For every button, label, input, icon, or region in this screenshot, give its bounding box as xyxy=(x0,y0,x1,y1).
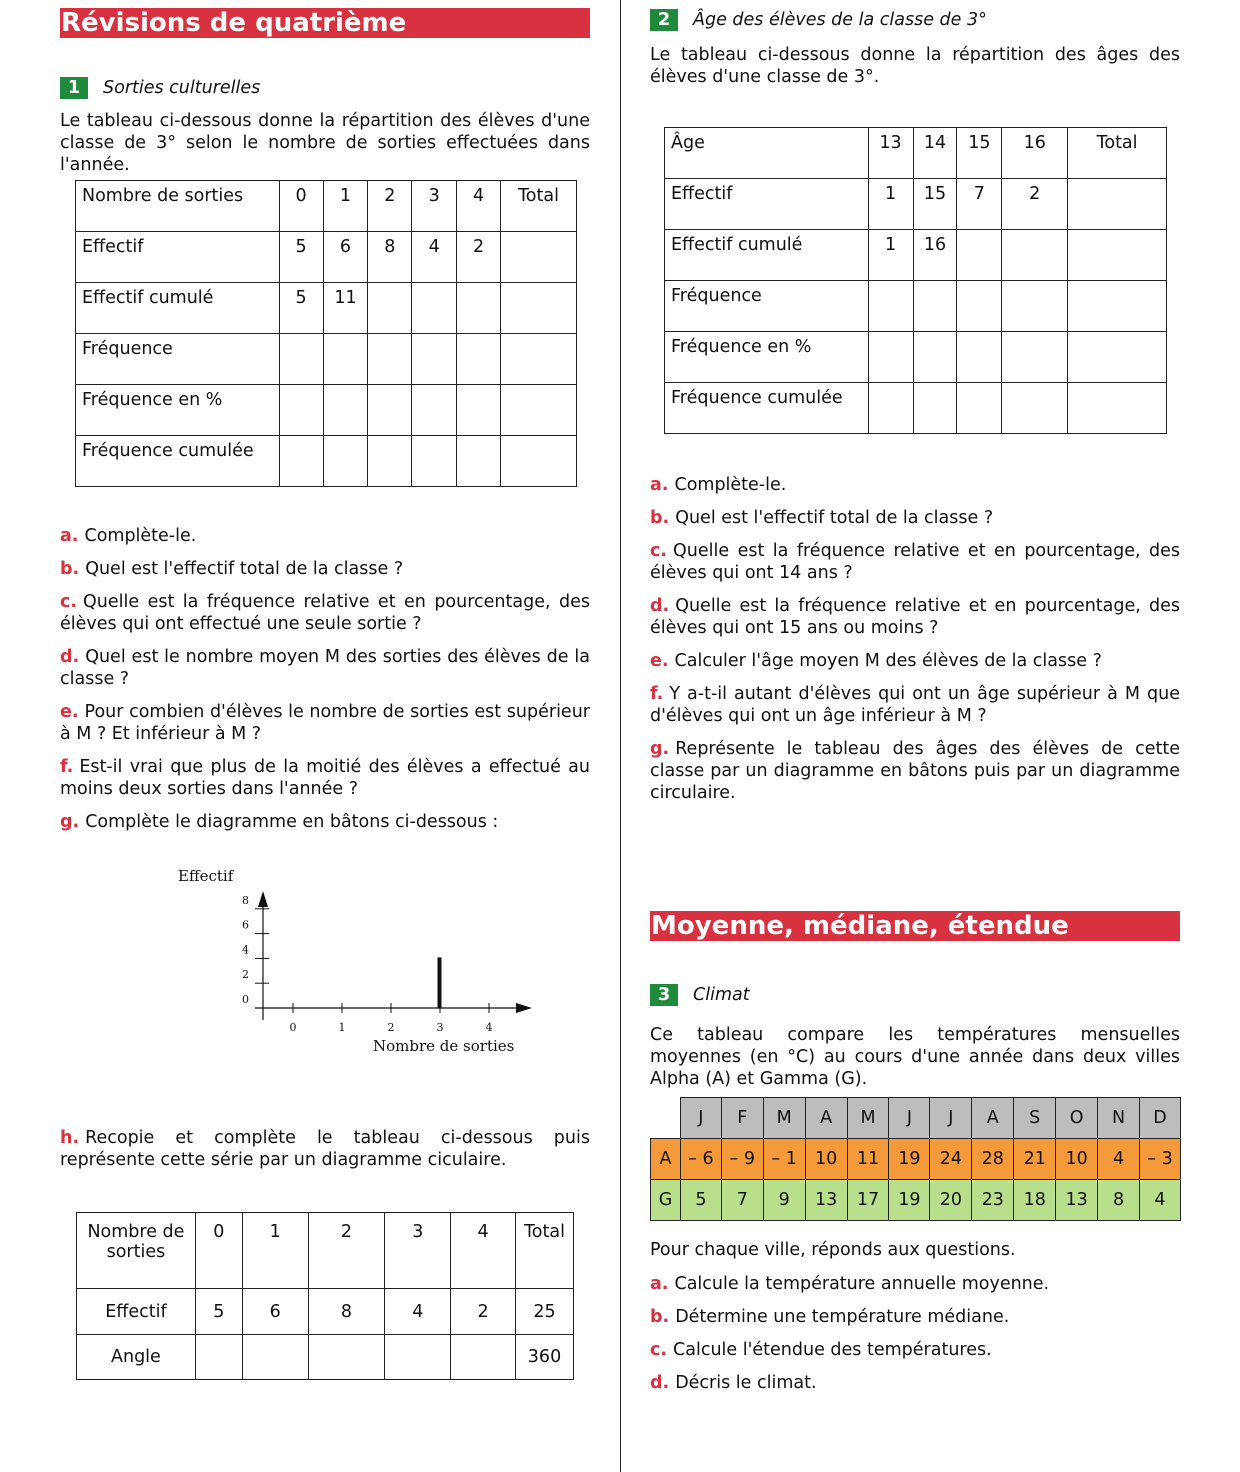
ex1-frequency-table xyxy=(75,180,577,487)
table-cell: Total xyxy=(1068,128,1167,179)
table-cell xyxy=(501,232,577,283)
question-letter: g. xyxy=(650,739,670,759)
row-header: Effectif cumulé xyxy=(665,230,869,281)
x-tick-label: 4 xyxy=(485,1021,493,1034)
x-axis-arrow xyxy=(516,1003,532,1013)
table-cell: 16 xyxy=(1002,128,1068,179)
x-tick-label: 0 xyxy=(289,1021,297,1034)
table-cell xyxy=(412,334,457,385)
right-column xyxy=(650,0,1180,1394)
temperature-cell: 4 xyxy=(1139,1180,1180,1221)
temperature-cell: 13 xyxy=(1056,1180,1098,1221)
question-text: Complète-le. xyxy=(84,526,197,546)
question-letter: b. xyxy=(60,559,80,579)
table-cell: 4 xyxy=(451,1213,516,1289)
y-tick-label: 6 xyxy=(242,918,249,932)
y-tick-label: 2 xyxy=(242,968,249,982)
row-header: Nombre de sorties xyxy=(77,1213,196,1289)
table-cell: Total xyxy=(516,1213,574,1289)
table-cell xyxy=(957,383,1002,434)
question-letter: b. xyxy=(650,1307,670,1327)
ex1-questions xyxy=(60,525,590,833)
table-cell: 1 xyxy=(242,1213,308,1289)
table-cell xyxy=(957,230,1002,281)
question-text: Détermine une température médiane. xyxy=(675,1307,1010,1327)
table-cell xyxy=(308,1335,385,1380)
table-cell: 8 xyxy=(368,232,412,283)
table-cell xyxy=(1068,281,1167,332)
table-cell: 2 xyxy=(451,1289,516,1335)
row-header: Effectif xyxy=(665,179,869,230)
temperature-cell: 19 xyxy=(889,1139,930,1180)
temperature-cell: – 6 xyxy=(680,1139,721,1180)
row-header: Fréquence en % xyxy=(665,332,869,383)
question xyxy=(60,701,590,745)
table-cell: 3 xyxy=(385,1213,451,1289)
temperature-cell: 4 xyxy=(1098,1139,1140,1180)
question xyxy=(650,650,1180,672)
chart-bars xyxy=(438,957,442,1008)
row-header: Fréquence xyxy=(665,281,869,332)
table-cell xyxy=(868,332,913,383)
row-header: Nombre de sorties xyxy=(76,181,280,232)
table-cell: 15 xyxy=(913,179,957,230)
table-cell: 4 xyxy=(457,181,501,232)
exercise-3-prompt: Pour chaque ville, réponds aux questions. xyxy=(650,1240,1016,1260)
question-letter: d. xyxy=(650,596,670,616)
table-cell xyxy=(368,436,412,487)
table-cell xyxy=(501,385,577,436)
table-cell xyxy=(501,283,577,334)
table-cell: 8 xyxy=(308,1289,385,1335)
question-text: Quel est l'effectif total de la classe ? xyxy=(85,559,404,579)
exercise-title: Âge des élèves de la classe de 3° xyxy=(693,10,987,30)
month-header: A xyxy=(805,1098,847,1139)
row-header: Fréquence cumulée xyxy=(76,436,280,487)
table-row xyxy=(665,332,1167,383)
question-letter: a. xyxy=(60,526,79,546)
table-cell xyxy=(279,385,323,436)
question xyxy=(60,756,590,800)
table-cell: 6 xyxy=(242,1289,308,1335)
question-text: Quel est l'effectif total de la classe ? xyxy=(675,508,994,528)
table-cell xyxy=(1068,179,1167,230)
month-header: D xyxy=(1139,1098,1180,1139)
question-letter: h. xyxy=(60,1128,80,1148)
corner-cell xyxy=(651,1098,681,1139)
question-letter: f. xyxy=(650,684,664,704)
row-header: Effectif xyxy=(77,1289,196,1335)
table-cell xyxy=(913,332,957,383)
table-cell: 2 xyxy=(1002,179,1068,230)
temperature-cell: 7 xyxy=(721,1180,763,1221)
question-letter: c. xyxy=(650,1340,668,1360)
ex2-frequency-table xyxy=(664,127,1167,434)
table-cell: 5 xyxy=(279,232,323,283)
exercise-2-header xyxy=(650,8,1180,32)
question-text: Calculer l'âge moyen M des élèves de la classe ? xyxy=(674,651,1102,671)
table-row xyxy=(665,179,1167,230)
table-cell xyxy=(913,281,957,332)
question xyxy=(650,1273,1180,1295)
table-cell xyxy=(868,281,913,332)
row-header: Âge xyxy=(665,128,869,179)
temperature-cell: – 1 xyxy=(763,1139,805,1180)
month-header: A xyxy=(972,1098,1014,1139)
table-cell xyxy=(242,1335,308,1380)
chart-axes xyxy=(255,891,532,1020)
month-header: N xyxy=(1098,1098,1140,1139)
table-cell xyxy=(457,334,501,385)
section-title-moyenne: Moyenne, médiane, étendue xyxy=(650,911,1180,941)
question-letter: d. xyxy=(650,1373,670,1393)
table-row xyxy=(76,283,577,334)
temperature-cell: 23 xyxy=(972,1180,1014,1221)
exercise-1-header xyxy=(60,76,590,100)
table-cell xyxy=(957,281,1002,332)
question xyxy=(650,540,1180,584)
temperature-cell: 11 xyxy=(847,1139,889,1180)
table-cell: 5 xyxy=(195,1289,242,1335)
question-text: Calcule la température annuelle moyenne. xyxy=(674,1274,1050,1294)
table-cell xyxy=(1002,332,1068,383)
ex2-questions xyxy=(650,474,1180,804)
question-letter: f. xyxy=(60,757,74,777)
table-cell: 16 xyxy=(913,230,957,281)
question-text: Y a-t-il autant d'élèves qui ont un âge supérieur à M que d'élèves qui ont un âge inférieur à M ? xyxy=(650,684,1180,726)
exercise-1-intro: Le tableau ci-dessous donne la répartition des élèves d'une classe de 3° selon le nombre de sorties effectuées dans l'année. xyxy=(60,111,590,175)
question xyxy=(60,591,590,635)
temperature-cell: – 9 xyxy=(721,1139,763,1180)
table-cell: 2 xyxy=(308,1213,385,1289)
table-row xyxy=(665,230,1167,281)
exercise-number: 1 xyxy=(60,77,88,99)
row-header: Fréquence en % xyxy=(76,385,280,436)
question-text: Décris le climat. xyxy=(675,1373,817,1393)
table-cell: 11 xyxy=(323,283,368,334)
x-tick-label: 2 xyxy=(387,1021,395,1034)
row-header: Fréquence cumulée xyxy=(665,383,869,434)
exercise-title: Climat xyxy=(693,985,750,1005)
table-row xyxy=(77,1289,574,1335)
ex1-angle-table xyxy=(76,1212,574,1380)
temperature-cell: 5 xyxy=(680,1180,721,1221)
exercise-number: 2 xyxy=(650,9,678,31)
x-tick-label: 3 xyxy=(436,1021,444,1034)
table-cell xyxy=(457,283,501,334)
question-letter: e. xyxy=(60,702,79,722)
table-cell: 25 xyxy=(516,1289,574,1335)
question xyxy=(650,507,1180,529)
table-row xyxy=(665,128,1167,179)
temperature-cell: 20 xyxy=(930,1180,972,1221)
question-text: Quel est le nombre moyen M des sorties des élèves de la classe ? xyxy=(60,647,590,689)
month-header: J xyxy=(930,1098,972,1139)
table-cell xyxy=(1068,332,1167,383)
temperature-cell: – 3 xyxy=(1139,1139,1180,1180)
question-letter: b. xyxy=(650,508,670,528)
table-row xyxy=(665,383,1167,434)
question xyxy=(650,1306,1180,1328)
table-cell xyxy=(279,334,323,385)
table-cell xyxy=(412,385,457,436)
question xyxy=(60,525,590,547)
table-row xyxy=(77,1213,574,1289)
table-cell xyxy=(323,385,368,436)
table-row xyxy=(76,232,577,283)
question-letter: e. xyxy=(650,651,669,671)
question-letter: c. xyxy=(650,541,668,561)
question-h xyxy=(60,1127,590,1171)
table-cell: 3 xyxy=(412,181,457,232)
table-cell xyxy=(457,385,501,436)
city-label: A xyxy=(651,1139,681,1180)
table-cell: Total xyxy=(501,181,577,232)
table-row xyxy=(76,385,577,436)
question-text: Est-il vrai que plus de la moitié des élèves a effectué au moins deux sorties dans l'année ? xyxy=(60,757,590,799)
row-header: Effectif cumulé xyxy=(76,283,280,334)
chart-y-ticks xyxy=(242,894,269,1008)
question-text: Quelle est la fréquence relative et en pourcentage, des élèves qui ont 14 ans ? xyxy=(650,541,1180,583)
table-cell xyxy=(195,1335,242,1380)
question-text: Calcule l'étendue des températures. xyxy=(673,1340,992,1360)
section-title-revisions: Révisions de quatrième xyxy=(60,8,590,38)
table-cell xyxy=(368,385,412,436)
question xyxy=(60,646,590,690)
exercise-3-header xyxy=(650,983,1180,1007)
bar xyxy=(438,957,442,1008)
table-row xyxy=(76,436,577,487)
y-axis-arrow xyxy=(258,891,268,907)
question xyxy=(650,595,1180,639)
table-cell xyxy=(451,1335,516,1380)
table-cell xyxy=(868,383,913,434)
table-cell xyxy=(323,436,368,487)
table-cell xyxy=(1002,281,1068,332)
ex3-questions xyxy=(650,1273,1180,1394)
table-cell: 2 xyxy=(457,232,501,283)
table-cell: 14 xyxy=(913,128,957,179)
month-header: M xyxy=(763,1098,805,1139)
table-cell xyxy=(323,334,368,385)
temperature-cell: 10 xyxy=(1056,1139,1098,1180)
row-header: Fréquence xyxy=(76,334,280,385)
table-cell: 0 xyxy=(195,1213,242,1289)
exercise-number: 3 xyxy=(650,984,678,1006)
table-cell: 1 xyxy=(868,179,913,230)
row-header: Effectif xyxy=(76,232,280,283)
table-cell: 7 xyxy=(957,179,1002,230)
ex3-climate-table xyxy=(650,1097,1181,1221)
city-row xyxy=(651,1180,1181,1221)
table-cell: 6 xyxy=(323,232,368,283)
month-header: O xyxy=(1056,1098,1098,1139)
table-cell: 360 xyxy=(516,1335,574,1380)
temperature-cell: 13 xyxy=(805,1180,847,1221)
question-text: Quelle est la fréquence relative et en pourcentage, des élèves qui ont 15 ans ou moins ? xyxy=(650,596,1180,638)
table-cell: 1 xyxy=(868,230,913,281)
question xyxy=(650,683,1180,727)
question-letter: g. xyxy=(60,812,80,832)
question xyxy=(60,811,590,833)
table-cell xyxy=(957,332,1002,383)
table-cell xyxy=(1068,383,1167,434)
table-cell xyxy=(279,436,323,487)
question-text: Complète-le. xyxy=(674,475,787,495)
question-text: Représente le tableau des âges des élèves de cette classe par un diagramme en bâtons puis par un diagramme circulaire. xyxy=(650,739,1180,803)
table-cell xyxy=(457,436,501,487)
question xyxy=(60,558,590,580)
x-tick-label: 1 xyxy=(338,1021,346,1034)
question xyxy=(650,1372,1180,1394)
table-cell xyxy=(1002,230,1068,281)
table-cell: 4 xyxy=(385,1289,451,1335)
temperature-cell: 8 xyxy=(1098,1180,1140,1221)
table-cell: 1 xyxy=(323,181,368,232)
table-row xyxy=(77,1335,574,1380)
question-letter: a. xyxy=(650,1274,669,1294)
month-header: M xyxy=(847,1098,889,1139)
table-cell xyxy=(412,436,457,487)
month-header: F xyxy=(721,1098,763,1139)
month-header: J xyxy=(889,1098,930,1139)
exercise-title: Sorties culturelles xyxy=(103,78,261,98)
temperature-cell: 10 xyxy=(805,1139,847,1180)
chart-ylabel: Effectif xyxy=(178,867,234,885)
table-cell xyxy=(913,383,957,434)
table-cell xyxy=(501,436,577,487)
table-cell xyxy=(501,334,577,385)
table-cell xyxy=(1068,230,1167,281)
table-row xyxy=(76,181,577,232)
question-text: Complète le diagramme en bâtons ci-dessous : xyxy=(85,812,499,832)
question-text: Recopie et complète le tableau ci-dessous puis représente cette série par un diagramme ciculaire. xyxy=(60,1128,590,1170)
y-tick-label: 8 xyxy=(242,893,249,907)
exercise-3-intro: Ce tableau compare les températures mensuelles moyennes (en °C) au cours d'une année dans deux villes Alpha (A) et Gamma (G). xyxy=(650,1025,1180,1089)
ex1-bar-chart xyxy=(160,861,540,1061)
y-tick-label: 4 xyxy=(242,943,249,957)
column-divider xyxy=(620,0,621,1472)
month-header: S xyxy=(1014,1098,1056,1139)
question-text: Quelle est la fréquence relative et en pourcentage, des élèves qui ont effectué une seule sortie ? xyxy=(60,592,590,634)
temperature-cell: 21 xyxy=(1014,1139,1056,1180)
temperature-cell: 19 xyxy=(889,1180,930,1221)
table-row xyxy=(76,334,577,385)
month-header: J xyxy=(680,1098,721,1139)
city-label: G xyxy=(651,1180,681,1221)
table-cell xyxy=(412,283,457,334)
left-column xyxy=(60,0,590,1380)
question-letter: d. xyxy=(60,647,80,667)
month-header-row xyxy=(651,1098,1181,1139)
table-cell: 13 xyxy=(868,128,913,179)
table-cell xyxy=(1002,383,1068,434)
table-cell xyxy=(368,334,412,385)
table-cell: 2 xyxy=(368,181,412,232)
question-text: Pour combien d'élèves le nombre de sorties est supérieur à M ? Et inférieur à M ? xyxy=(60,702,590,744)
table-cell xyxy=(385,1335,451,1380)
table-row xyxy=(665,281,1167,332)
temperature-cell: 9 xyxy=(763,1180,805,1221)
table-cell: 0 xyxy=(279,181,323,232)
chart-xlabel: Nombre de sorties xyxy=(373,1037,515,1055)
exercise-2-intro: Le tableau ci-dessous donne la répartition des âges des élèves d'une classe de 3°. xyxy=(650,45,1180,87)
table-cell: 4 xyxy=(412,232,457,283)
temperature-cell: 24 xyxy=(930,1139,972,1180)
question xyxy=(650,474,1180,496)
table-cell: 15 xyxy=(957,128,1002,179)
temperature-cell: 28 xyxy=(972,1139,1014,1180)
y-tick-label: 0 xyxy=(242,993,249,1006)
table-cell: 5 xyxy=(279,283,323,334)
city-row xyxy=(651,1139,1181,1180)
temperature-cell: 17 xyxy=(847,1180,889,1221)
table-cell xyxy=(368,283,412,334)
question-letter: a. xyxy=(650,475,669,495)
row-header: Angle xyxy=(77,1335,196,1380)
question xyxy=(650,738,1180,804)
question xyxy=(650,1339,1180,1361)
temperature-cell: 18 xyxy=(1014,1180,1056,1221)
question-letter: c. xyxy=(60,592,78,612)
